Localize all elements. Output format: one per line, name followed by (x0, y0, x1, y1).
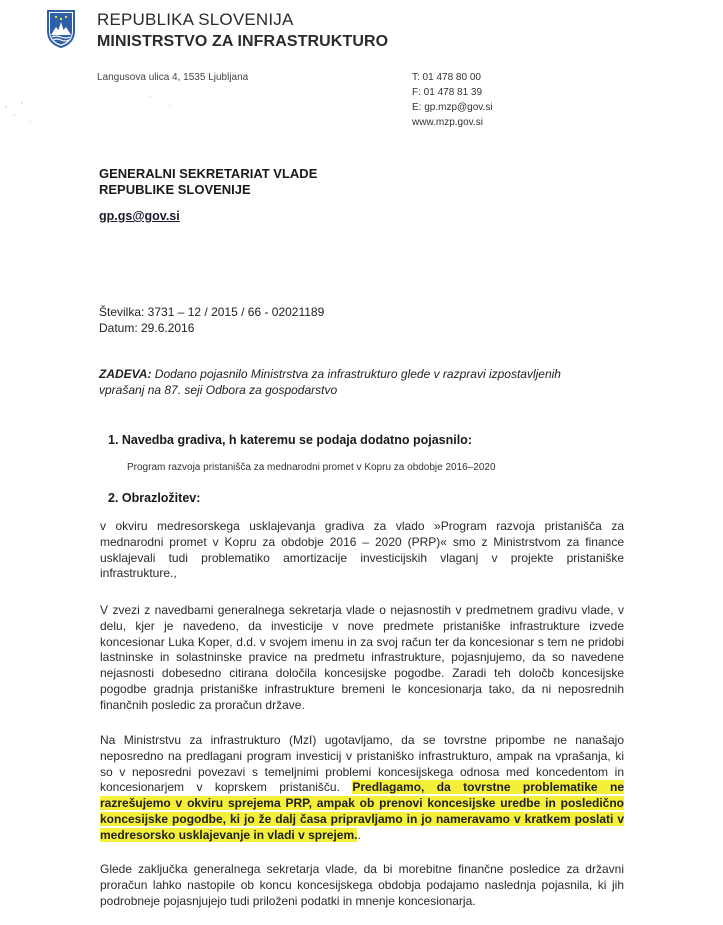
paragraph-2: V zvezi z navedbami generalnega sekretarja vlade o nejasnostih v predmetnem gradivu vlade, v delu, kjer je navedeno, da investicije v nove predmete pristaniške infrastrukture izvede koncesionar Luka Koper, d.d. v svojem imenu in za svoj račun ter da koncesionar s tem ne pridobi lastninske in solastninske pravice na predmetu infrastrukture, pojasnjujemo, da so navedene nejasnosti dobesedno citirana določila koncesijske pogodbe. Zaradi teh določb koncesijske pogodbe gradnja pristaniške infrastrukture bremeni le koncesionarja tako, da ni neposrednih finančnih posledic za proračun države. (100, 603, 624, 712)
phone: T: 01 478 80 00 (412, 72, 481, 83)
document-date: Datum: 29.6.2016 (99, 321, 195, 335)
ministry-name: MINISTRSTVO ZA INFRASTRUKTURO (97, 33, 389, 50)
country-name: REPUBLIKA SLOVENIJA (97, 10, 294, 29)
ministry-address: Langusova ulica 4, 1535 Ljubljana (97, 72, 249, 83)
recipient-email[interactable]: gp.gs@gov.si (99, 209, 180, 223)
recipient-line2: REPUBLIKE SLOVENIJE (99, 182, 251, 197)
document-number: Številka: 3731 – 12 / 2015 / 66 - 02021189 (99, 305, 325, 319)
contact-email: E: gp.mzp@gov.si (412, 102, 493, 113)
section-2-title: 2. Obrazložitev: (108, 491, 201, 505)
scan-noise (0, 95, 180, 135)
website: www.mzp.gov.si (412, 117, 483, 128)
recipient-block (99, 166, 317, 198)
recipient-line1: GENERALNI SEKRETARIAT VLADE (99, 166, 318, 181)
document-meta (99, 304, 324, 336)
paragraph-3-tail: . (357, 827, 361, 842)
contact-block (412, 70, 493, 130)
paragraph-3 (100, 733, 624, 844)
paragraph-4: Glede zaključka generalnega sekretarja vlade, da bi morebitne finančne posledice za državni proračun lahko nastopile ob koncu koncesijskega obdobja podajamo naslednja pojasnila, ki jih podrobneje pojasnjujejo tudi priloženi podatki in mnenje koncesionarja. (100, 862, 624, 908)
paragraph-1: v okviru medresorskega usklajevanja gradiva za vlado »Program razvoja pristanišča za mednarodni promet v Kopru za obdobje 2016 – 2020 (PRP)« smo z Ministrstvom za finance usklajevali tudi problematiko amortizacije investicijskih vlaganj v projekte pristaniške infrastrukture., (100, 519, 624, 581)
subject-label: ZADEVA: (99, 367, 152, 381)
paragraph-3-text: Na Ministrstvu za infrastrukturo (MzI) ugotavljamo, da se tovrstne pripombe ne nanašajo neposredno na predlagani program investicij v pristaniško infrastrukturo, ampak na vprašanja, ki so v neposredni povezavi s temeljnimi problemi koncesijskega odnosa med koncedentom in koncesionarjem v koprskem pristanišču. (100, 733, 624, 795)
paragraph-3-highlight: Predlagamo, da tovrstne problematike ne razrešujemo v okviru sprejema PRP, ampak ob prenovi koncesijske uredbe in posledično koncesijske pogodbe, ki jo že dalj časa pripravljamo in jo nameravamo v kratkem poslati v medresorsko usklajevanje in vladi v sprejem. (100, 780, 624, 842)
subject (99, 366, 599, 398)
section-1-content: Program razvoja pristanišča za mednarodni promet v Kopru za obdobje 2016–2020 (127, 462, 496, 473)
section-1-title: 1. Navedba gradiva, h kateremu se podaja dodatno pojasnilo: (108, 433, 472, 447)
subject-text: Dodano pojasnilo Ministrstva za infrastrukturo glede v razpravi izpostavljenih vprašanj na 87. seji Odbora za gospodarstvo (99, 367, 561, 397)
slovenia-coat-of-arms-icon (46, 9, 76, 49)
fax: F: 01 478 81 39 (412, 87, 483, 98)
